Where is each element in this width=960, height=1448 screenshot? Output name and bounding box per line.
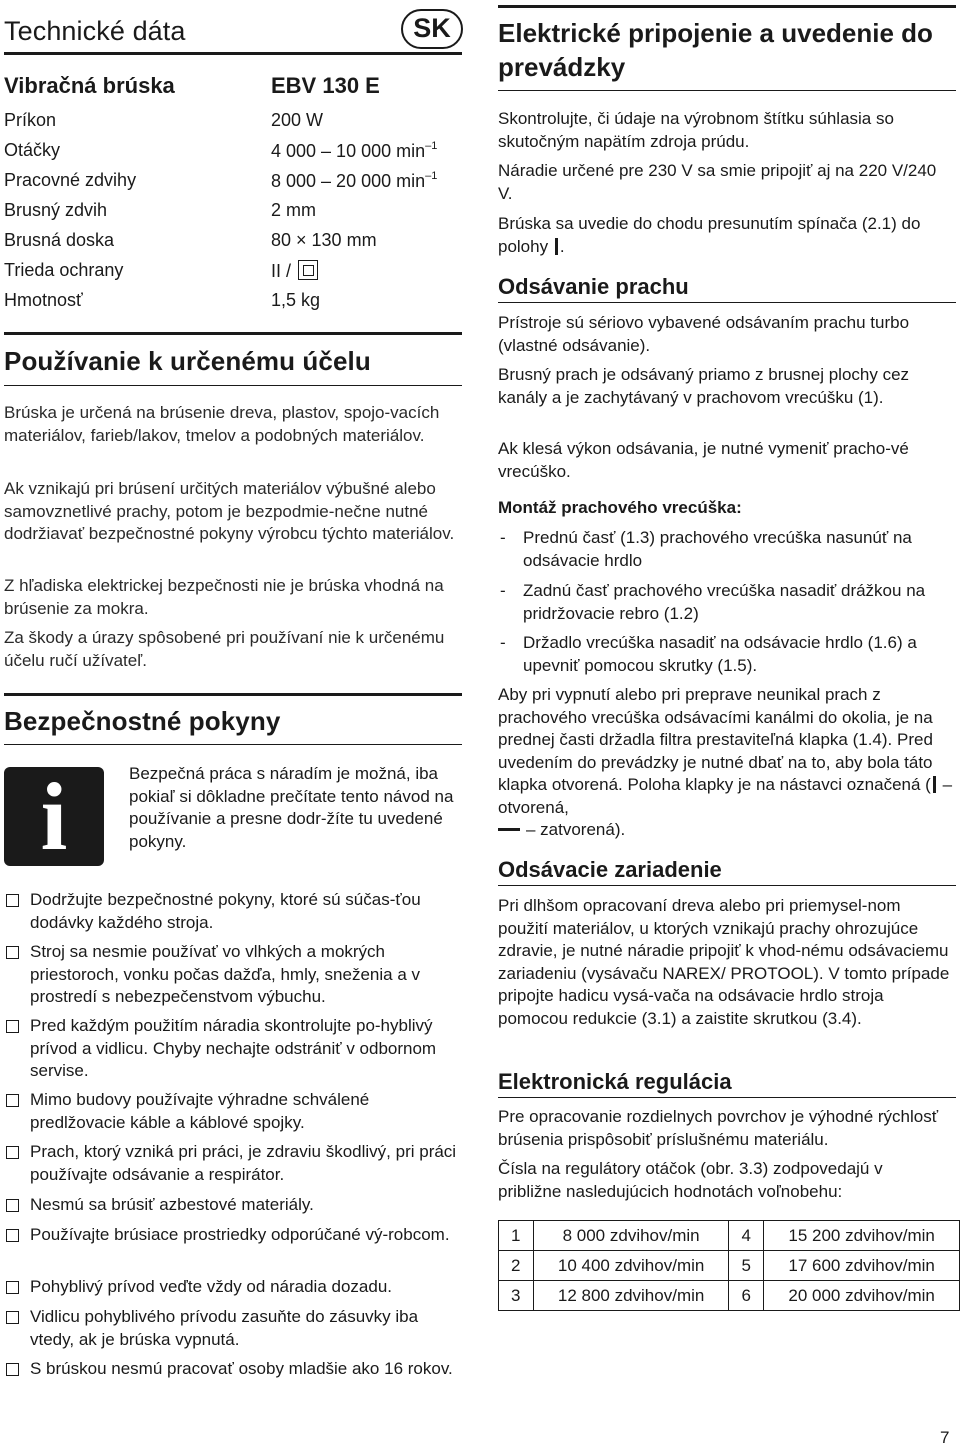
table-cell: 12 800 zdvihov/min xyxy=(533,1281,729,1311)
table-row xyxy=(499,1251,960,1281)
product-model: EBV 130 E xyxy=(271,73,380,98)
checkbox-square-icon xyxy=(6,1311,19,1324)
table-cell: 15 200 zdvihov/min xyxy=(764,1221,960,1251)
dash-marker: - xyxy=(500,581,506,600)
spec-label: Trieda ochrany xyxy=(4,260,124,280)
extraction-paragraph: Pri dlhšom opracovaní dreva alebo pri priemysel-nom použití materiálov, u ktorých vznikajú prachy ohrozujúce zdravie, je nutné náradie pripojiť k vhod-nému odsávaciemu zariadeniu (vysávaču NAREX/ PROTOOL). V tomto prípade pripojte hadicu vysá-vača na odsávacie hrdlo stroja pomocou redukcie (3.1) a zaistite skrutkou (3.4). xyxy=(498,896,950,1028)
extraction-title: Odsávacie zariadenie xyxy=(498,857,722,882)
list-item-text: Vidlicu pohyblivého prívodu zasuňte do zásuvky iba vtedy, ak je brúska vypnutá. xyxy=(30,1307,419,1349)
spec-row xyxy=(4,260,462,284)
page-number: 7 xyxy=(940,1428,950,1447)
language-badge: SK xyxy=(401,9,463,49)
product-name: Vibračná brúska xyxy=(4,73,175,98)
table-cell: 17 600 zdvihov/min xyxy=(764,1251,960,1281)
checkbox-square-icon xyxy=(6,1281,19,1294)
protection-class-ii-icon xyxy=(298,260,318,280)
usage-paragraph: Brúska je určená na brúsenie dreva, plastov, spojo-vacích materiálov, farieb/lakov, tmelov a podobných materiálov. xyxy=(4,403,440,445)
list-item-text: Zadnú časť prachového vrecúška nasadiť drážkou na pridržovacie rebro (1.2) xyxy=(523,581,926,623)
checkbox-square-icon xyxy=(6,1199,19,1212)
dust-paragraph: Ak klesá výkon odsávania, je nutné vymeniť pracho-vé vrecúško. xyxy=(498,439,909,481)
dust-paragraph: Brusný prach je odsávaný priamo z brusnej plochy cez kanály a je zachytávaný v prachovom vrecúšku (1). xyxy=(498,365,910,407)
flap-closed-symbol-icon xyxy=(498,828,520,831)
spec-value: 80 × 130 mm xyxy=(271,230,377,250)
spec-value-wrap xyxy=(271,140,437,162)
table-cell: 3 xyxy=(499,1281,534,1311)
spec-unit-exponent: –1 xyxy=(425,140,438,152)
table-cell: 20 000 zdvihov/min xyxy=(764,1281,960,1311)
table-cell: 2 xyxy=(499,1251,534,1281)
checkbox-square-icon xyxy=(6,1094,19,1107)
tech-data-title: Technické dáta xyxy=(4,16,186,46)
spec-label: Hmotnosť xyxy=(4,290,83,310)
elec-paragraph: Skontrolujte, či údaje na výrobnom štítku súhlasia so skutočným napätím zdroja prúdu. xyxy=(498,109,894,151)
usage-paragraph: Z hľadiska elektrickej bezpečnosti nie je brúska vhodná na brúsenie za mokra. xyxy=(4,576,444,618)
info-icon: i xyxy=(4,767,104,866)
regulation-title: Elektronická regulácia xyxy=(498,1069,732,1094)
table-cell: 1 xyxy=(499,1221,534,1251)
dash-marker: - xyxy=(500,633,506,652)
spec-row xyxy=(4,290,462,314)
section-rule xyxy=(498,5,956,8)
checkbox-square-icon xyxy=(6,1229,19,1242)
spec-value-wrap xyxy=(271,170,437,192)
usage-paragraph: Ak vznikajú pri brúsení určitých materiálov výbušné alebo samovznetlivé prachy, potom je bezpodmie-nečne nutné dodržiavať bezpečnostné pokyny výrobcu týchto materiálov. xyxy=(4,479,455,543)
dust-paragraph: Prístroje sú sériovo vybavené odsávaním prachu turbo (vlastné odsávanie). xyxy=(498,313,910,355)
table-cell: 5 xyxy=(729,1251,764,1281)
spec-label: Brusná doska xyxy=(4,230,115,250)
elec-paragraph-3 xyxy=(498,213,956,258)
spec-row xyxy=(4,110,462,134)
table-row xyxy=(499,1221,960,1251)
list-item-text: Držadlo vrecúška nasadiť na odsávacie hrdlo (1.6) a upevniť pomocou skrutky (1.5). xyxy=(523,633,917,675)
list-item-text: Prach, ktorý vzniká pri práci, je zdraviu škodlivý, pri práci používajte odsávanie a respirátor. xyxy=(30,1142,457,1184)
section-rule-thin xyxy=(498,90,956,91)
flap-closed-text: – zatvorená). xyxy=(526,820,626,839)
section-rule xyxy=(4,693,462,696)
list-item-text: Dodržujte bezpečnostné pokyny, ktoré sú súčas-ťou dodávky každého stroja. xyxy=(30,890,421,932)
flap-text: Aby pri vypnutí alebo pri preprave neunikal prach z prachového vrecúška odsávacími kanálmi do okolia, je na prednej časti držadla filtra prestaviteľná klapka (1.4). Pred uvedením do prevádzky je nutné dbať na to, aby bola táto klapka otvorená. Poloha klapky je na nástavci označená ( xyxy=(498,685,933,794)
spec-value: 4 000 – 10 000 min xyxy=(271,141,426,161)
bag-mount-title: Montáž prachového vrecúška: xyxy=(498,498,742,517)
elec-paragraph-text: Brúska sa uvedie do chodu presunutím spínača (2.1) do polohy xyxy=(498,214,921,256)
list-item-text: Prednú časť (1.3) prachového vrecúška nasunúť na odsávacie hrdlo xyxy=(523,528,912,570)
flap-open-text: – otvorená, xyxy=(498,775,953,817)
list-item-text: Pred každým použitím náradia skontrolujte po-hyblivý prívod a vidlicu. Chyby nechajte odstrániť v odbornom servise. xyxy=(30,1016,437,1080)
list-item-text: Používajte brúsiace prostriedky odporúčané vý-robcom. xyxy=(30,1225,450,1244)
table-row xyxy=(499,1281,960,1311)
dust-title: Odsávanie prachu xyxy=(498,274,689,299)
regulation-paragraph: Čísla na regulátory otáčok (obr. 3.3) zodpovedajú v približne nasledujúcich hodnotách voľnobehu: xyxy=(498,1159,883,1201)
checkbox-square-icon xyxy=(6,1363,19,1376)
usage-title: Používanie k určenému účelu xyxy=(4,346,371,376)
spec-value: 8 000 – 20 000 min xyxy=(271,171,426,191)
spec-row xyxy=(4,140,462,164)
spec-label: Pracovné zdvihy xyxy=(4,170,137,190)
section-rule xyxy=(4,332,462,335)
dash-marker: - xyxy=(500,528,506,547)
info-text: Bezpečná práca s náradím je možná, iba pokiaľ si dôkladne prečítate tento návod na používanie a presne dodr-žíte tu uvedené pokyny. xyxy=(129,764,454,851)
spec-label: Brusný zdvih xyxy=(4,200,108,220)
spec-label: Príkon xyxy=(4,110,57,130)
list-item-text: Nesmú sa brúsiť azbestové materiály. xyxy=(30,1195,314,1214)
table-cell: 6 xyxy=(729,1281,764,1311)
spec-label: Otáčky xyxy=(4,140,61,160)
elec-title: Elektrické pripojenie a uvedenie do prevádzky xyxy=(498,18,933,82)
list-item-text: Pohyblivý prívod veďte vždy od náradia dozadu. xyxy=(30,1277,392,1296)
section-rule-thin xyxy=(498,302,956,303)
checkbox-square-icon xyxy=(6,894,19,907)
section-rule-thin xyxy=(4,744,462,745)
usage-paragraph: Za škody a úrazy spôsobené pri používaní nie k určenému účelu ručí užívateľ. xyxy=(4,628,445,670)
section-rule-thin xyxy=(498,885,956,886)
spec-value: II / xyxy=(271,261,292,281)
spec-row xyxy=(4,200,462,224)
spec-value: 200 W xyxy=(271,110,324,130)
flap-open-symbol-icon xyxy=(933,776,936,793)
switch-on-symbol-icon xyxy=(555,238,558,255)
table-cell: 10 400 zdvihov/min xyxy=(533,1251,729,1281)
checkbox-square-icon xyxy=(6,1020,19,1033)
table-cell: 8 000 zdvihov/min xyxy=(533,1221,729,1251)
list-item-text: S brúskou nesmú pracovať osoby mladšie ako 16 rokov. xyxy=(30,1359,453,1378)
spec-row xyxy=(4,230,462,254)
elec-paragraph-end: . xyxy=(559,236,565,256)
safety-title: Bezpečnostné pokyny xyxy=(4,706,281,736)
title-rule xyxy=(4,52,462,55)
spec-unit-exponent: –1 xyxy=(425,170,438,182)
regulation-paragraph: Pre opracovanie rozdielnych povrchov je výhodné rýchlosť brúsenia prispôsobiť príslušnému materiálu. xyxy=(498,1107,939,1149)
table-cell: 4 xyxy=(729,1221,764,1251)
checkbox-square-icon xyxy=(6,946,19,959)
spec-value: 2 mm xyxy=(271,200,316,220)
spec-value: 1,5 kg xyxy=(271,290,321,310)
flap-paragraph xyxy=(498,684,954,842)
list-item-text: Mimo budovy používajte výhradne schválené predlžovacie káble a káblové spojky. xyxy=(30,1090,370,1132)
list-item-text: Stroj sa nesmie používať vo vlhkých a mokrých priestoroch, vonku počas dažďa, hmly, sneženia a v prostredí s nebezpečenstvom výbuchu. xyxy=(30,942,421,1006)
speed-table xyxy=(498,1220,960,1311)
checkbox-square-icon xyxy=(6,1146,19,1159)
section-rule-thin xyxy=(498,1097,956,1098)
spec-row xyxy=(4,170,462,194)
elec-paragraph: Náradie určené pre 230 V sa smie pripojiť aj na 220 V/240 V. xyxy=(498,161,937,203)
spec-value-wrap xyxy=(271,260,318,282)
section-rule-thin xyxy=(4,385,462,386)
